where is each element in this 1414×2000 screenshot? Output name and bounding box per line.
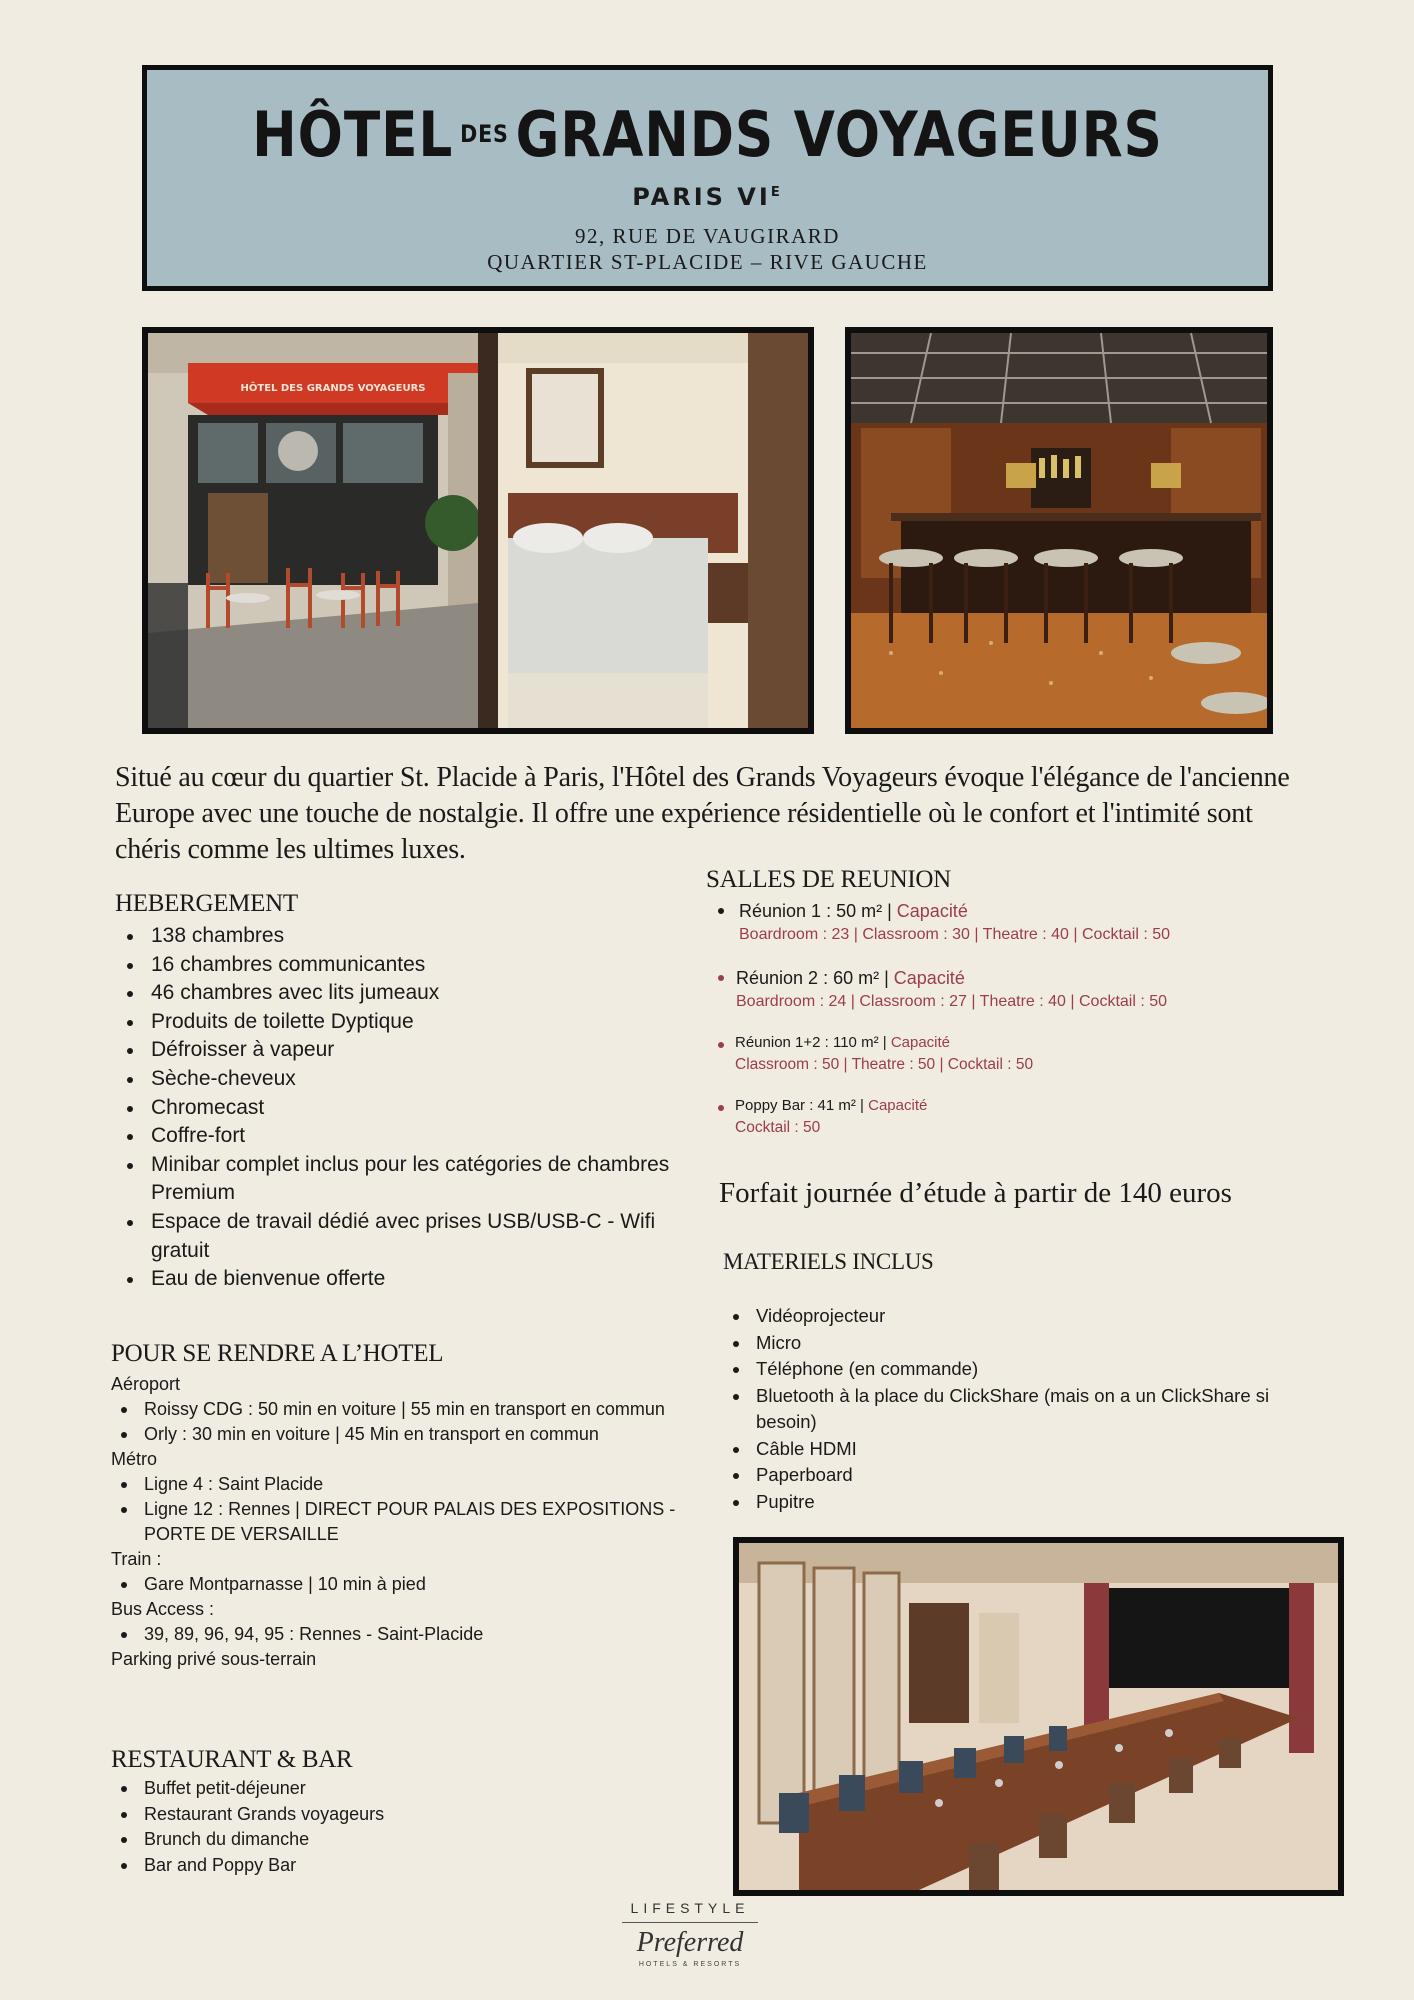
meeting-room-illustration bbox=[739, 1543, 1338, 1890]
aeroport-label: Aéroport bbox=[111, 1374, 181, 1394]
hotel-name-part2: GRANDS VOYAGEURS bbox=[515, 98, 1163, 171]
salle-name: Réunion 1+2 : 110 m² | bbox=[735, 1034, 887, 1051]
list-item: Orly : 30 min en voiture | 45 Min en transport en commun bbox=[111, 1422, 681, 1447]
salle-details: Boardroom : 24 | Classroom : 27 | Theatre : 40 | Cocktail : 50 bbox=[736, 993, 1168, 1010]
logo-hotels-resorts: HOTELS & RESORTS bbox=[638, 1961, 742, 1968]
restaurant-title: RESTAURANT & BAR bbox=[111, 1746, 353, 1773]
photo-meeting-room bbox=[733, 1537, 1344, 1896]
salle-details: Cocktail : 50 bbox=[735, 1119, 821, 1136]
section-restaurant bbox=[111, 1746, 671, 1878]
list-item: Paperboard bbox=[723, 1462, 1283, 1489]
hotel-name-part1: HÔTEL bbox=[252, 98, 454, 171]
list-item: Ligne 4 : Saint Placide bbox=[111, 1472, 681, 1497]
facade-sign-text: HÔTEL DES GRANDS VOYAGEURS bbox=[240, 383, 426, 394]
list-item: Espace de travail dédié avec prises USB/USB-C - Wifi gratuit bbox=[115, 1208, 675, 1265]
list-item: Buffet petit-déjeuner bbox=[111, 1776, 671, 1802]
logo-preferred: Preferred bbox=[636, 1927, 744, 1958]
section-salles bbox=[706, 866, 1326, 1158]
list-item: 138 chambres bbox=[115, 922, 675, 951]
hebergement-list bbox=[115, 922, 675, 1294]
list-item: 16 chambres communicantes bbox=[115, 951, 675, 980]
capacite-label: Capacité bbox=[868, 1097, 928, 1114]
capacite-label: Capacité bbox=[896, 901, 968, 921]
list-item: Gare Montparnasse | 10 min à pied bbox=[111, 1572, 681, 1597]
facade-bedroom-illustration bbox=[148, 333, 808, 728]
materiels-title: MATERIELS INCLUS bbox=[723, 1249, 934, 1274]
acces-title: POUR SE RENDRE A L’HOTEL bbox=[111, 1340, 444, 1367]
hotel-address bbox=[147, 223, 1268, 275]
section-hebergement bbox=[115, 890, 675, 1294]
list-item: Produits de toilette Dyptique bbox=[115, 1008, 675, 1037]
parking-label: Parking privé sous-terrain bbox=[111, 1649, 317, 1669]
materiels-list bbox=[723, 1303, 1283, 1515]
hotel-name-des: DES bbox=[460, 120, 509, 148]
city-label: PARIS VI bbox=[632, 183, 771, 211]
address-line-1: 92, RUE DE VAUGIRARD bbox=[575, 224, 840, 248]
list-item: Câble HDMI bbox=[723, 1436, 1283, 1463]
aeroport-list bbox=[111, 1397, 681, 1447]
list-item: 39, 89, 96, 94, 95 : Rennes - Saint-Placide bbox=[111, 1622, 681, 1647]
city-sup: E bbox=[770, 185, 783, 200]
bus-label: Bus Access : bbox=[111, 1599, 215, 1619]
salle-details: Boardroom : 23 | Classroom : 30 | Theatre : 40 | Cocktail : 50 bbox=[739, 926, 1171, 943]
list-item: Minibar complet inclus pour les catégories de chambres Premium bbox=[115, 1151, 675, 1208]
bar-illustration bbox=[851, 333, 1267, 728]
salle-poppy-bar bbox=[706, 1095, 1326, 1139]
photo-bar bbox=[845, 327, 1273, 734]
salle-name: Réunion 2 : 60 m² | bbox=[736, 968, 889, 988]
logo-divider bbox=[622, 1922, 758, 1923]
salle-name: Poppy Bar : 41 m² | bbox=[735, 1097, 864, 1114]
list-item: Eau de bienvenue offerte bbox=[115, 1265, 675, 1294]
section-materiels bbox=[723, 1249, 1283, 1515]
list-item: Vidéoprojecteur bbox=[723, 1303, 1283, 1330]
list-item: Coffre-fort bbox=[115, 1122, 675, 1151]
forfait-journee: Forfait journée d’étude à partir de 140 euros bbox=[719, 1177, 1232, 1209]
hotel-name bbox=[225, 96, 1189, 173]
train-label: Train : bbox=[111, 1549, 162, 1569]
train-list bbox=[111, 1572, 681, 1597]
salle-reunion-2 bbox=[706, 965, 1326, 1013]
salle-reunion-1-2 bbox=[706, 1032, 1326, 1076]
list-item: Téléphone (en commande) bbox=[723, 1356, 1283, 1383]
list-item: Défroisser à vapeur bbox=[115, 1036, 675, 1065]
salle-details: Classroom : 50 | Theatre : 50 | Cocktail : 50 bbox=[735, 1056, 1034, 1073]
hotel-header bbox=[142, 65, 1273, 291]
list-item: Chromecast bbox=[115, 1094, 675, 1123]
salle-name: Réunion 1 : 50 m² | bbox=[739, 901, 892, 921]
bus-list bbox=[111, 1622, 681, 1647]
list-item: Bar and Poppy Bar bbox=[111, 1853, 671, 1879]
salle-reunion-1 bbox=[706, 898, 1326, 946]
intro-paragraph: Situé au cœur du quartier St. Placide à Paris, l'Hôtel des Grands Voyageurs évoque l'élégance de l'ancienne Europe avec une touche de nostalgie. Il offre une expérience résidentielle où le confort et l'intimité sont chéris comme les ultimes luxes. bbox=[115, 762, 1290, 865]
address-line-2: QUARTIER ST-PLACIDE – RIVE GAUCHE bbox=[487, 250, 928, 274]
logo-lifestyle: LIFESTYLE bbox=[630, 1900, 750, 1916]
list-item: Restaurant Grands voyageurs bbox=[111, 1802, 671, 1828]
metro-list bbox=[111, 1472, 681, 1547]
list-item: Ligne 12 : Rennes | DIRECT POUR PALAIS DES EXPOSITIONS - PORTE DE VERSAILLE bbox=[111, 1497, 681, 1547]
list-item: Roissy CDG : 50 min en voiture | 55 min en transport en commun bbox=[111, 1397, 681, 1422]
section-acces bbox=[111, 1340, 681, 1672]
restaurant-list bbox=[111, 1776, 671, 1878]
photo-facade-bedroom bbox=[142, 327, 814, 734]
salles-title: SALLES DE REUNION bbox=[706, 866, 951, 893]
list-item: Pupitre bbox=[723, 1489, 1283, 1516]
capacite-label: Capacité bbox=[890, 1034, 951, 1051]
list-item: Sèche-cheveux bbox=[115, 1065, 675, 1094]
preferred-hotels-logo bbox=[610, 1900, 770, 1968]
hotel-city bbox=[147, 183, 1268, 211]
capacite-label: Capacité bbox=[893, 968, 965, 988]
metro-label: Métro bbox=[111, 1449, 158, 1469]
list-item: 46 chambres avec lits jumeaux bbox=[115, 979, 675, 1008]
list-item: Bluetooth à la place du ClickShare (mais on a un ClickShare si besoin) bbox=[723, 1383, 1283, 1436]
list-item: Brunch du dimanche bbox=[111, 1827, 671, 1853]
hebergement-title: HEBERGEMENT bbox=[115, 890, 298, 917]
list-item: Micro bbox=[723, 1330, 1283, 1357]
